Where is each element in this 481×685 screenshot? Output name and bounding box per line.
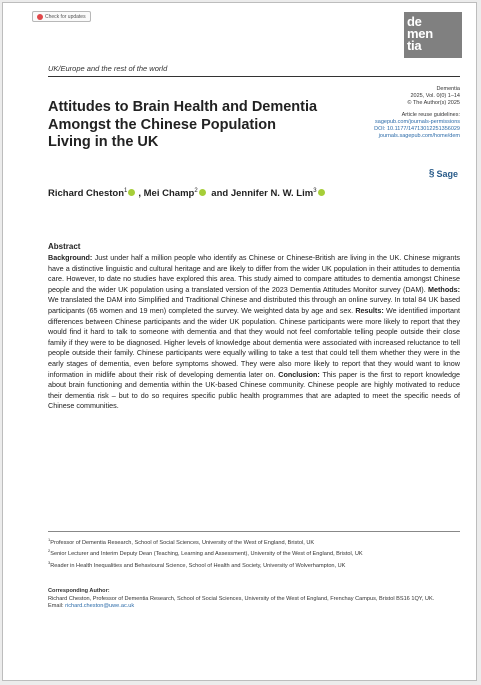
reuse-label: Article reuse guidelines: [401,112,460,118]
header-rule [48,76,460,77]
doi-link[interactable]: DOI: 10.1177/14713012251356029 [374,126,460,132]
author-name: Jennifer N. W. Lim [230,188,314,200]
article-page [2,2,477,681]
check-for-updates-label: Check for updates [45,13,86,20]
affiliations [48,536,460,570]
corresponding-text: Richard Cheston, Professor of Dementia Research, School of Social Sciences, University of the West of England, Frenchay Campus, Bristol BS16 1QY, UK. [48,595,435,602]
orcid-icon[interactable] [199,189,206,196]
results-text: We identified important differences between Chinese participants and the wider UK population. Chinese participants were more likely to report that they would find it hard to talk to someone with dementia and that they would not feel comfortable telling people outside their close family if they were to be diagnosed. Higher levels of knowledge about dementia were associated with increased reluctance to tell people outside their family. Chinese participants were equally willing to take a test that could tell them whether they were in the early stages of dementia, even before symptoms showed. They were also more likely to report that they would want to know information in midlife about their risk of developing dementia later on. [48,305,460,379]
check-for-updates-button[interactable] [32,11,91,22]
affiliation-number: 1 [48,537,51,542]
author-affiliation-ref: 1 [124,188,128,194]
author-affiliation-ref: 3 [313,188,317,194]
journal-logo [404,12,462,58]
conclusion-label: Conclusion: [278,369,320,379]
abstract-heading: Abstract [48,242,81,251]
sage-s-icon: § [428,168,435,179]
corresponding-email-line [48,603,460,611]
affiliation-text: Senior Lecturer and Interim Deputy Dean (Teaching, Learning and Assessment), University of the West of England, Bristol, UK [50,551,363,558]
journal-name: Dementia [436,86,460,92]
email-link[interactable]: richard.cheston@uwe.ac.uk [65,603,135,610]
author-separator: , [138,188,144,200]
author-separator: and [208,188,231,200]
corresponding-heading: Corresponding Author: [48,588,110,594]
affiliation-item [48,536,460,547]
conclusion-text: This paper is the first to report knowledge about brain functioning and dementia within the UK-based Chinese community. Chinese people are highly motivated to reduce their dementia risk – but to do so requires specific public health programmes that are adapted to meet the specific needs of Chinese communities. [48,369,460,411]
affiliation-item [48,559,460,570]
affiliation-item [48,547,460,558]
journal-home-link[interactable]: journals.sagepub.com/home/dem [378,133,460,139]
crossmark-icon [37,14,43,20]
orcid-icon[interactable] [318,189,325,196]
abstract-body [48,253,460,412]
affiliation-text: Reader in Health Inequalities and Behavioural Science, School of Health and Society, University of Wolverhampton, UK [50,562,346,569]
logo-line-2: men [407,26,433,41]
journal-issue: 2025, Vol. 0(0) 1–14 [410,93,460,99]
corresponding-author [48,588,460,611]
author-list [48,188,328,199]
publisher-logo [429,168,458,179]
article-meta [346,86,460,140]
article-series: UK/Europe and the rest of the world [48,64,168,73]
article-title: Attitudes to Brain Health and Dementia Amongst the Chinese Population Living in the UK [48,99,318,150]
results-label: Results: [355,305,384,315]
author-name: Richard Cheston [48,188,125,200]
background-label: Background: [48,253,93,262]
methods-text: We translated the DAM into Simplified and Traditional Chinese and distributed this through an online survey. In total 84 UK based participants (65 women and 19 men) completed the survey. We weighted data by age and sex. [48,295,460,315]
logo-line-3: tia [407,38,422,53]
author-name: Mei Champ [143,188,195,200]
author-affiliation-ref: 2 [194,188,198,194]
publisher-name: Sage [436,168,458,179]
methods-label: Methods: [428,284,460,294]
affiliation-text: Professor of Dementia Research, School of Social Sciences, University of the West of England, Bristol, UK [50,539,315,546]
copyright: © The Author(s) 2025 [407,100,460,106]
reuse-link[interactable]: sagepub.com/journals-permissions [375,119,460,125]
orcid-icon[interactable] [128,189,135,196]
footnote-rule [48,531,460,532]
background-text: Just under half a million people who identify as Chinese or Chinese-British are living in the UK. Chinese migrants have a distinctive linguistic and cultural heritage and are likely to differ from the wider UK population in their attitudes to dementia care. However, to date no studies have explored this area. This study aimed to compare attitudes to dementia amongst Chinese people and the wider UK population using a translated version of the 2023 Dementia Attitudes Monitor survey (DAM). [48,253,460,294]
affiliation-number: 3 [48,559,51,565]
logo-line-1: de [407,14,422,29]
email-label: Email: [48,603,66,610]
affiliation-number: 2 [48,548,51,554]
